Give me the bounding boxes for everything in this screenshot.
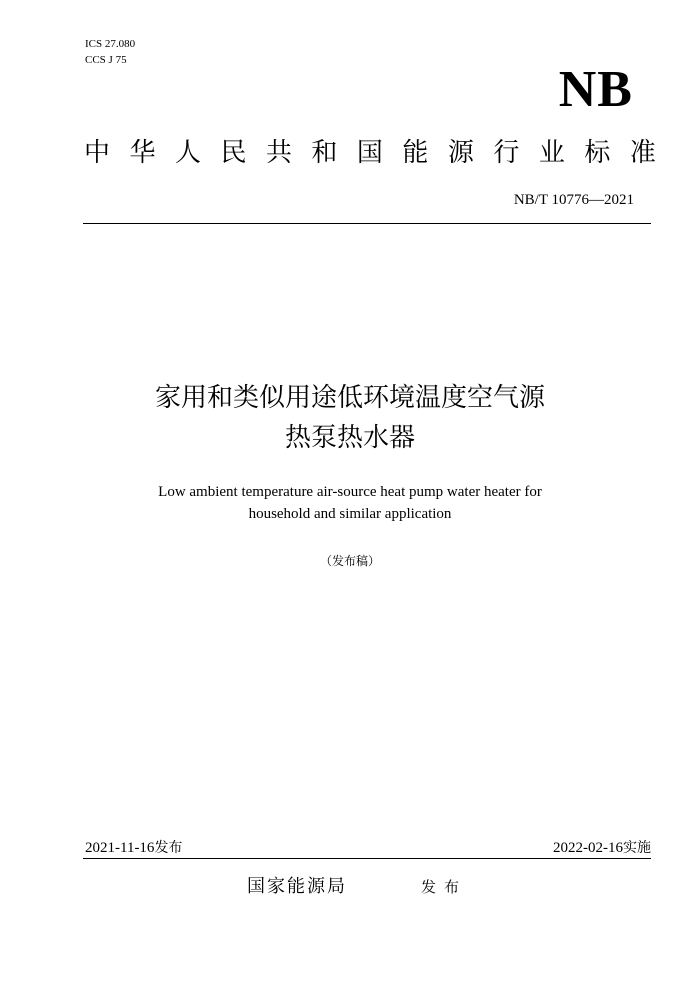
publish-label: 发布 (421, 878, 468, 896)
top-divider (83, 223, 651, 224)
category-char: 民 (220, 138, 247, 168)
classification-codes (85, 36, 135, 68)
category-char: 源 (447, 138, 474, 168)
issue-date: 2021-11-16 (85, 840, 155, 856)
category-char: 共 (265, 138, 292, 168)
issue-date-line (85, 838, 182, 858)
nb-logo: NB (558, 61, 633, 118)
publisher-name: 国家能源局 (247, 876, 347, 897)
standard-number: NB/T 10776—2021 (513, 192, 634, 208)
category-char: 人 (174, 138, 201, 168)
chinese-title-line-1: 家用和类似用途低环境温度空气源 (154, 383, 545, 413)
effective-date-line (553, 838, 651, 858)
category-char: 准 (629, 138, 656, 168)
standard-category-title (84, 136, 656, 170)
ccs-code: CCS J 75 (85, 54, 127, 66)
category-char: 华 (129, 138, 156, 168)
english-title-line-2: household and similar application (248, 506, 452, 522)
category-char: 行 (493, 138, 520, 168)
category-char: 和 (311, 138, 338, 168)
category-char: 标 (584, 138, 611, 168)
effective-label: 实施 (623, 840, 651, 856)
category-char: 国 (356, 138, 383, 168)
bottom-divider (83, 858, 651, 859)
category-char: 业 (538, 138, 565, 168)
chinese-title-line-2: 热泵热水器 (284, 423, 415, 453)
category-char: 能 (402, 138, 429, 168)
document-status: （发布稿） (319, 554, 380, 568)
issue-label: 发布 (154, 840, 183, 856)
ics-code: ICS 27.080 (85, 38, 136, 50)
english-title-line-1: Low ambient temperature air-source heat pump water heater for (158, 484, 542, 500)
effective-date: 2022-02-16 (553, 840, 623, 856)
category-char: 中 (84, 138, 111, 168)
